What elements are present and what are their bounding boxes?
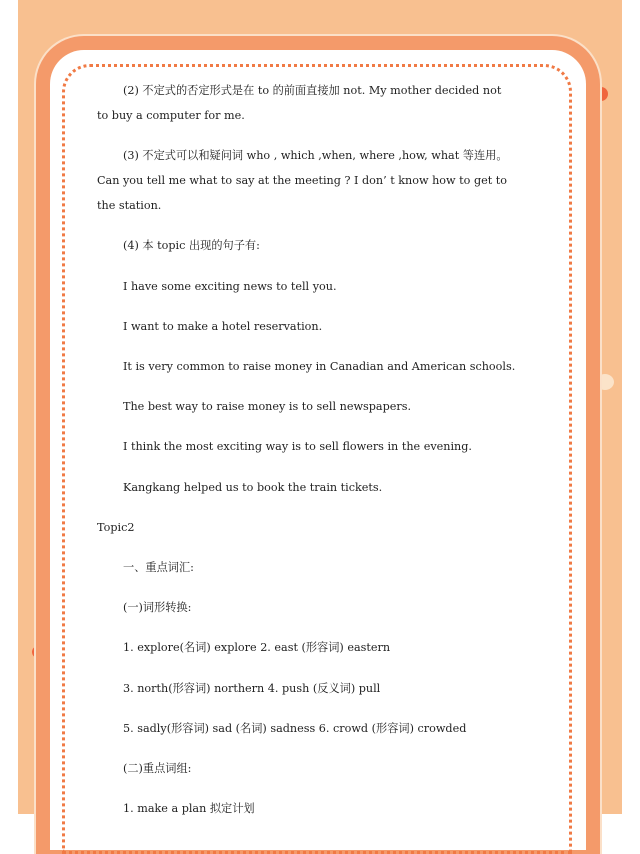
text-line: It is very common to raise money in Canadian and American schools. [123, 360, 516, 373]
text-line: 1. make a plan 拟定计划 [123, 802, 255, 815]
decor-dot-right [594, 87, 608, 101]
text-line: 5. sadly(形容词) sad (名词) sadness 6. crowd (形容词) crowded [123, 722, 467, 735]
text-line: I want to make a hotel reservation. [123, 320, 323, 333]
text-line: Kangkang helped us to book the train tickets. [123, 481, 383, 494]
decor-dot-left-bottom [32, 646, 44, 658]
text-line: 1. explore(名词) explore 2. east (形容词) eastern [123, 641, 391, 654]
text-line: 一、重点词汇: [123, 561, 194, 574]
decor-dot-left [34, 281, 48, 295]
text-line: (4) 本 topic 出现的句子有: [123, 239, 260, 252]
text-line: 3. north(形容词) northern 4. push (反义词) pull [123, 682, 381, 695]
text-line: I think the most exciting way is to sell flowers in the evening. [123, 440, 472, 453]
section-heading: Topic2 [97, 521, 135, 534]
text-line: I have some exciting news to tell you. [123, 280, 337, 293]
text-line: the station. [97, 199, 162, 212]
text-line: (2) 不定式的否定形式是在 to 的前面直接加 not. My mother decided not [123, 84, 502, 97]
text-line: (二)重点词组: [123, 762, 192, 775]
text-line: The best way to raise money is to sell newspapers. [123, 400, 412, 413]
text-line: to buy a computer for me. [97, 109, 245, 122]
text-line: Can you tell me what to say at the meeting ? I don’ t know how to get to [97, 174, 508, 187]
text-line: (3) 不定式可以和疑问词 who , which ,when, where ,how, what 等连用。 [123, 149, 508, 162]
decor-heart-right [596, 374, 614, 390]
text-line: (一)词形转换: [123, 601, 192, 614]
